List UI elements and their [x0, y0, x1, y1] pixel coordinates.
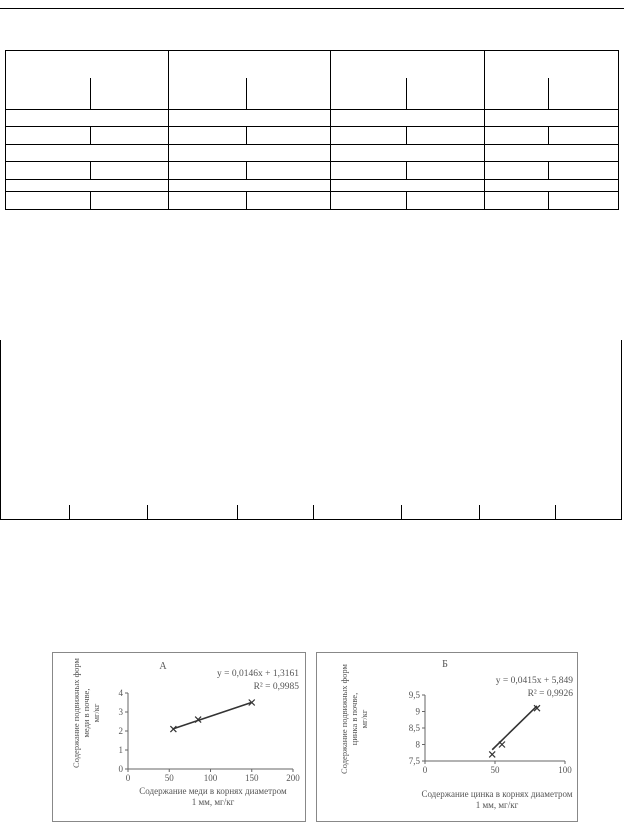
- table-row-line: [6, 144, 618, 145]
- y-axis-label-line3: мг/кг: [91, 703, 101, 723]
- x-tick-label: 50: [490, 765, 500, 775]
- y-axis-label-line2: цинка в почве,: [349, 692, 359, 746]
- empty-chart-frame: [0, 340, 622, 520]
- data-point: [170, 726, 176, 732]
- table-row-line: [6, 191, 618, 192]
- table-subcol-divider: [406, 78, 407, 110]
- table-subcol-divider: [90, 78, 91, 110]
- chart-title: Б: [442, 659, 448, 670]
- trendline: [492, 706, 537, 750]
- table-cell-divider: [548, 126, 549, 144]
- chart-a-svg: [53, 653, 307, 823]
- x-axis-label-line2: 1 мм, мг/кг: [475, 800, 519, 810]
- x-tick-label: 50: [164, 773, 174, 783]
- y-tick-label: 7,5: [408, 756, 420, 766]
- x-tick-label: 150: [245, 773, 259, 783]
- table-cell-divider: [246, 126, 247, 144]
- data-point: [499, 742, 505, 748]
- table-cell-divider: [90, 126, 91, 144]
- frame-tick: [401, 505, 402, 519]
- chart-a: [52, 652, 306, 822]
- y-axis-label-line2: меди в почве,: [81, 688, 91, 738]
- y-tick-label: 9: [415, 706, 420, 717]
- table-cell-divider: [90, 161, 91, 179]
- frame-tick: [237, 505, 238, 519]
- frame-tick: [69, 505, 70, 519]
- x-tick-label: 100: [203, 773, 218, 783]
- table-cell-divider: [548, 161, 549, 179]
- x-axis-label-line1: Содержание меди в корнях диаметром: [139, 786, 287, 796]
- table-cell-divider: [90, 191, 91, 209]
- x-tick-label: 0: [422, 765, 428, 775]
- x-axis-label-line2: 1 мм, мг/кг: [191, 797, 235, 807]
- table-col-divider: [330, 51, 331, 209]
- y-axis-label-line1: Содержание подвижных форм: [339, 664, 349, 774]
- r-squared: R² = 0,9985: [253, 682, 299, 692]
- x-tick-label: 200: [286, 773, 300, 783]
- table-cell-divider: [246, 161, 247, 179]
- y-tick-label: 2: [118, 726, 123, 736]
- y-axis-label-line1: Содержание подвижных форм: [71, 658, 81, 768]
- table-subcol-divider: [548, 78, 549, 110]
- trend-equation: y = 0,0415x + 5,849: [495, 676, 573, 686]
- table-cell-divider: [406, 126, 407, 144]
- y-tick-label: 8: [415, 739, 420, 750]
- table-row-line: [6, 161, 618, 162]
- header-rule: [0, 8, 624, 9]
- y-axis-label-line3: мг/кг: [359, 709, 369, 729]
- frame-tick: [479, 505, 480, 519]
- r-squared: R² = 0,9926: [527, 689, 573, 699]
- y-tick-label: 1: [118, 745, 123, 755]
- x-axis-label-line1: Содержание цинка в корнях диаметром: [421, 789, 573, 799]
- y-tick-label: 0: [118, 764, 123, 774]
- table-row-line: [6, 179, 618, 180]
- y-tick-label: 4: [118, 688, 123, 698]
- frame-tick: [555, 505, 556, 519]
- table-row-line: [6, 109, 618, 110]
- y-tick-label: 9,5: [408, 690, 420, 700]
- table-col-divider: [484, 51, 485, 209]
- data-point: [489, 751, 495, 757]
- chart-title: А: [159, 661, 167, 672]
- table-subcol-divider: [246, 78, 247, 110]
- table-cell-divider: [548, 191, 549, 209]
- x-tick-label: 100: [558, 765, 572, 775]
- trend-equation: y = 0,0146x + 1,3161: [217, 669, 299, 679]
- table-col-divider: [168, 51, 169, 209]
- trendline: [173, 702, 251, 728]
- chart-b-svg: [317, 653, 579, 823]
- table-cell-divider: [246, 191, 247, 209]
- data-table: [5, 50, 619, 210]
- frame-tick: [147, 505, 148, 519]
- table-row-line: [6, 126, 618, 127]
- y-tick-label: 3: [118, 707, 123, 717]
- table-cell-divider: [406, 191, 407, 209]
- chart-b: [316, 652, 578, 822]
- frame-tick: [313, 505, 314, 519]
- table-cell-divider: [406, 161, 407, 179]
- x-tick-label: 0: [125, 773, 131, 783]
- y-tick-label: 8,5: [408, 723, 420, 733]
